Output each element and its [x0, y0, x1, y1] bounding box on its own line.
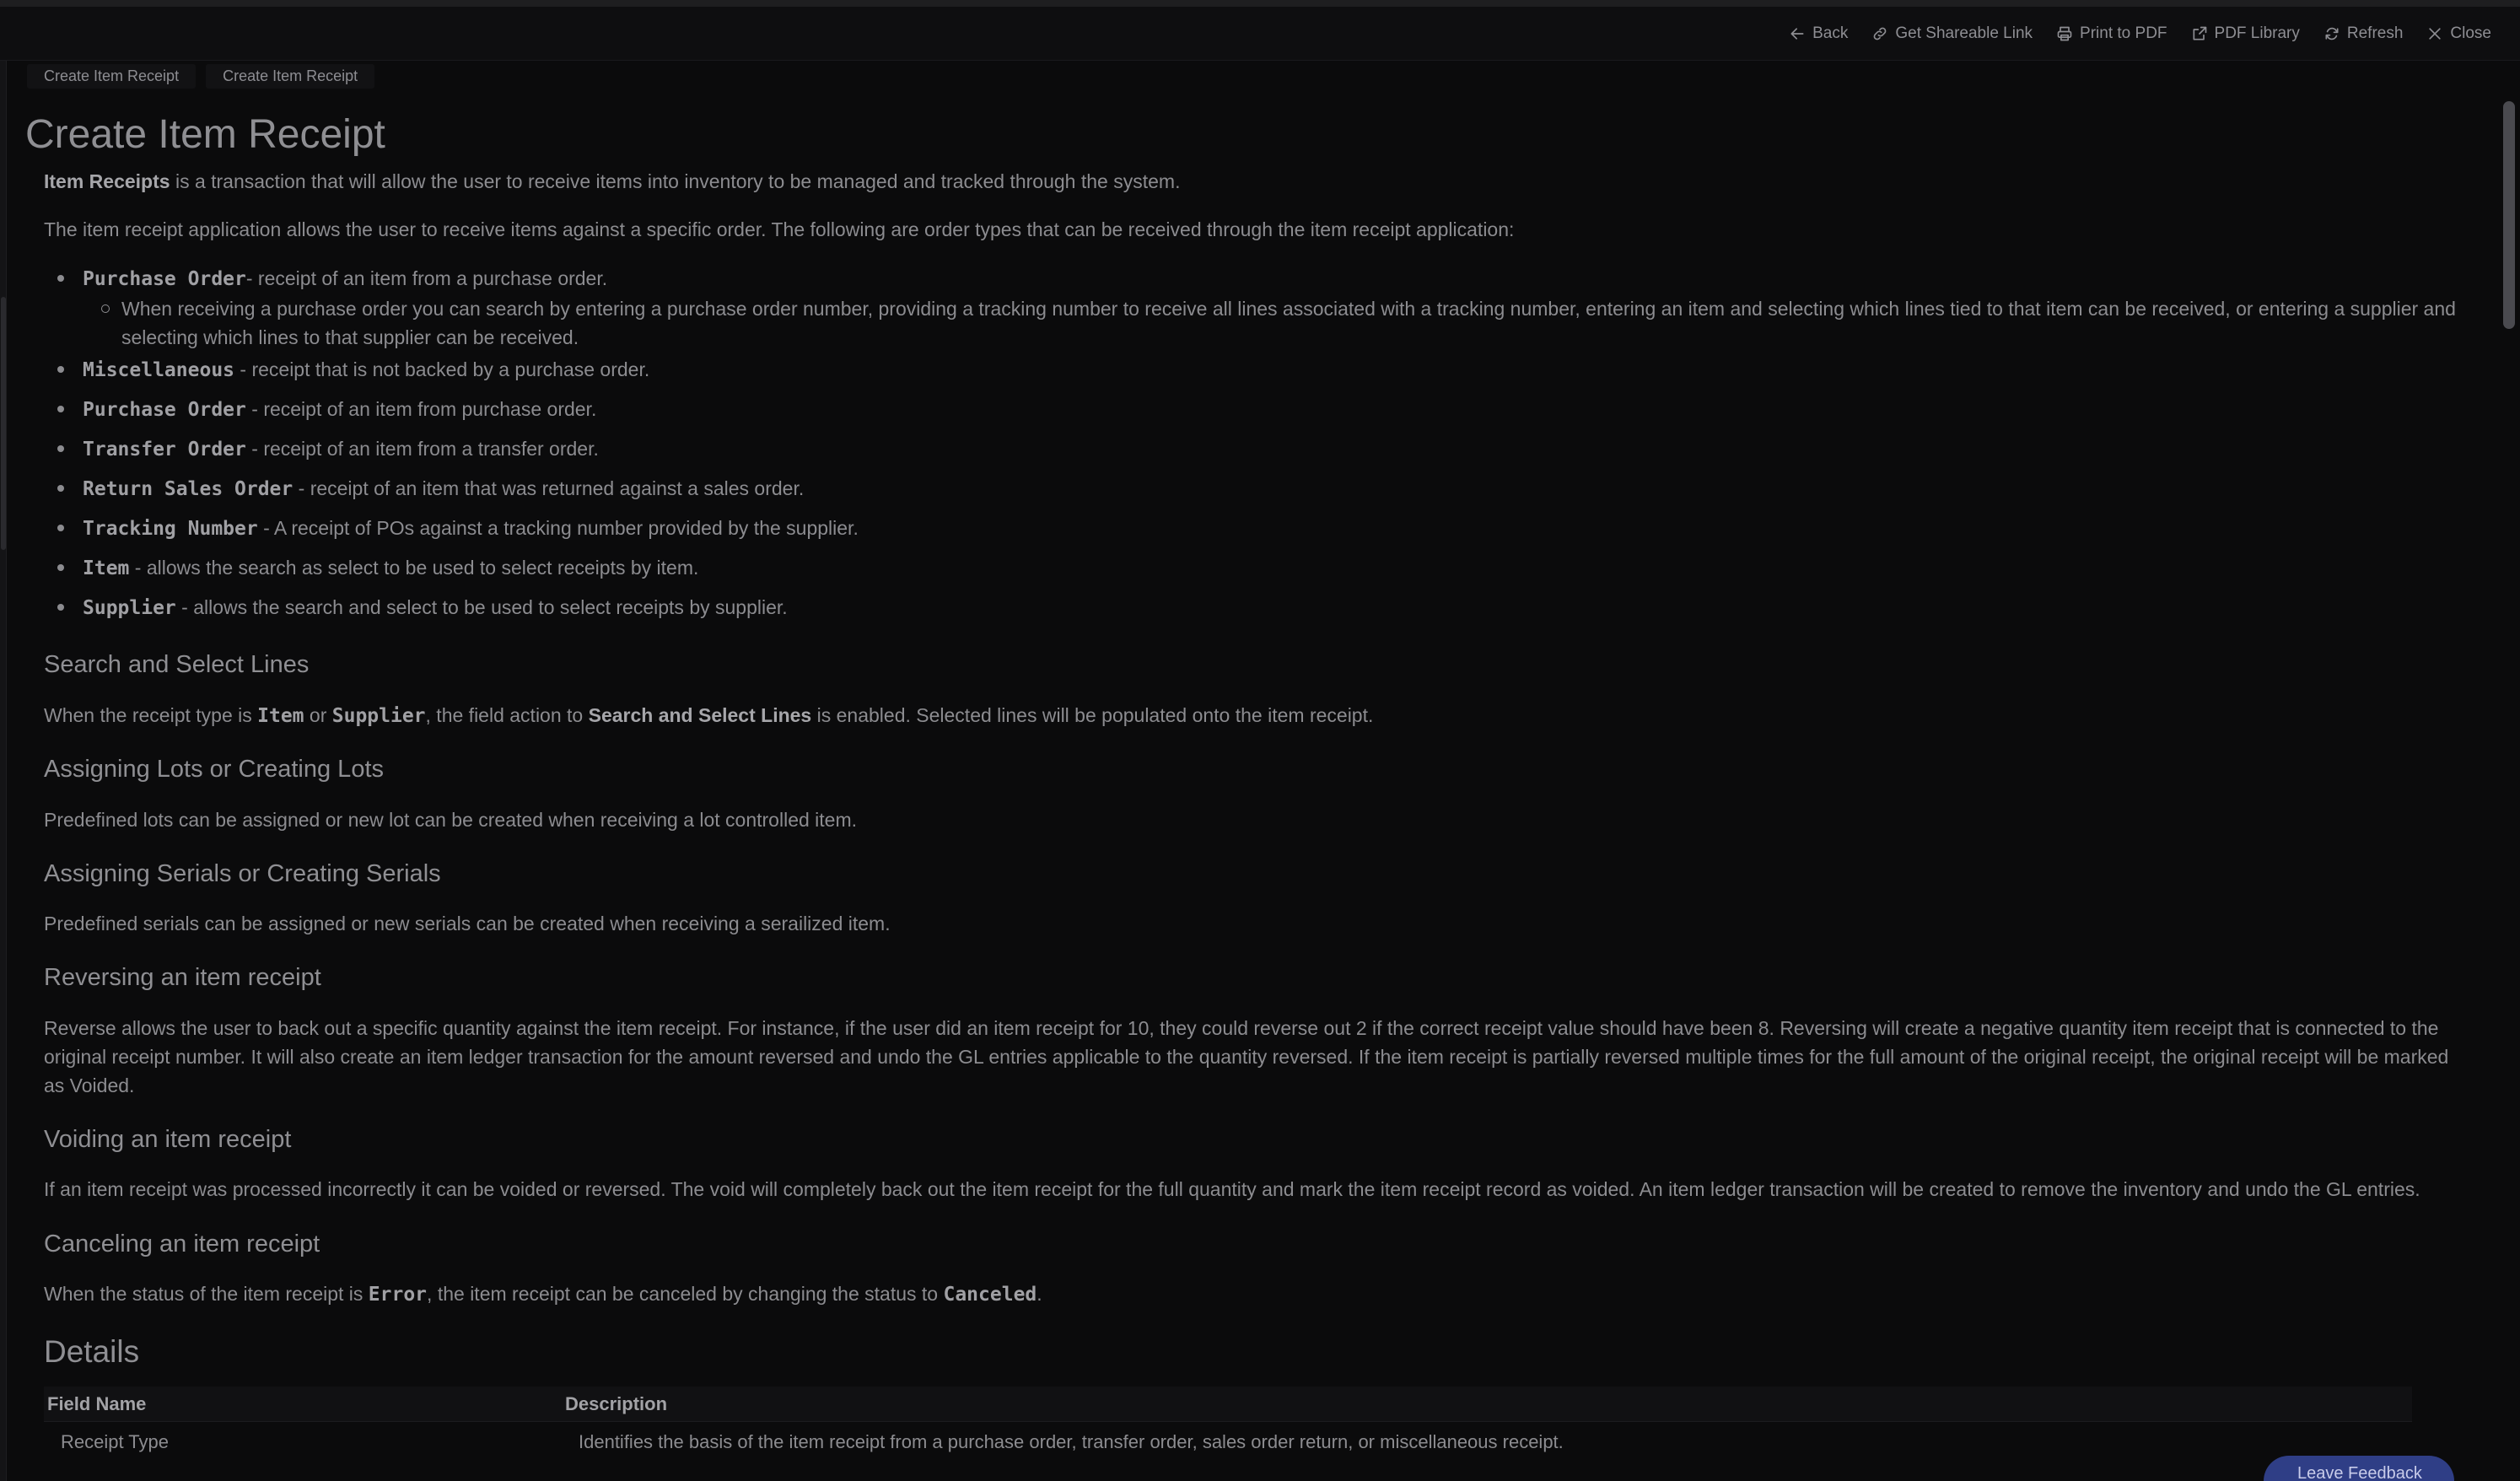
list-item	[83, 434, 599, 464]
list-item	[83, 355, 649, 385]
details-table	[44, 1387, 2412, 1462]
refresh-label: Refresh	[2346, 24, 2404, 42]
back-label: Back	[1812, 24, 1849, 42]
left-edge-panel	[0, 61, 7, 1481]
breadcrumb-item[interactable]: Create Item Receipt	[206, 64, 374, 89]
print-label: Print to PDF	[2080, 24, 2167, 42]
pdf-library-button[interactable]	[2191, 24, 2300, 43]
order-type-desc: - receipt that is not backed by a purchase order.	[234, 358, 650, 380]
column-header-description: Description	[565, 1392, 668, 1414]
feedback-label: Leave Feedback	[2297, 1464, 2422, 1481]
close-icon	[2426, 25, 2443, 42]
share-label: Get Shareable Link	[1895, 24, 2033, 42]
arrow-left-icon	[1789, 25, 1806, 42]
cancel-text-2: , the item receipt can be canceled by changing the status to	[427, 1283, 944, 1305]
get-shareable-link-button[interactable]	[1871, 24, 2033, 43]
search-text-2: or	[304, 704, 332, 726]
order-type-code: Purchase Order	[83, 268, 246, 290]
field-name-cell: Receipt Type	[61, 1431, 170, 1452]
order-type-desc: - allows the search and select to be used to select receipts by supplier.	[175, 596, 788, 618]
list-item	[83, 514, 859, 543]
list-item	[83, 264, 607, 294]
search-text-4: is enabled. Selected lines will be populated onto the item receipt.	[811, 704, 1374, 726]
page-title: Create Item Receipt	[25, 112, 385, 157]
print-to-pdf-button[interactable]	[2056, 24, 2167, 43]
list-item	[83, 553, 698, 583]
intro-text: is a transaction that will allow the user to receive items into inventory to be managed and tracked through the system.	[170, 170, 1181, 192]
order-type-code: Miscellaneous	[83, 359, 235, 381]
scrollbar-thumb[interactable]	[2503, 101, 2515, 329]
external-link-icon	[2191, 25, 2208, 42]
refresh-icon	[2323, 25, 2340, 42]
search-select-action: Search and Select Lines	[588, 704, 812, 726]
order-types-intro: The item receipt application allows the user to receive items against a specific order. The following are order types that can be received through the item receipt application:	[44, 218, 1515, 240]
toolbar	[0, 7, 2520, 61]
close-label: Close	[2450, 24, 2491, 42]
list-item	[83, 395, 596, 424]
order-type-desc: - receipt of an item from a purchase order.	[245, 267, 608, 289]
section-heading-details: Details	[44, 1334, 140, 1369]
status-error-code: Error	[368, 1284, 428, 1306]
cancel-text-1: When the status of the item receipt is	[44, 1283, 369, 1305]
order-type-code: Return Sales Order	[83, 478, 293, 500]
sub-list-item: When receiving a purchase order you can search by entering a purchase order number, providing a tracking number to receive all lines associated with a tracking number, entering an item and selecting which lines tied to that item can be received, or entering a supplier and selecting which lines to that supplier can be received.	[121, 294, 2483, 352]
scrollbar[interactable]	[2500, 93, 2520, 1481]
section-heading-lots: Assigning Lots or Creating Lots	[44, 756, 384, 783]
search-text-3: , the field action to	[425, 704, 589, 726]
order-type-code: Supplier	[83, 597, 176, 619]
list-item	[83, 593, 788, 622]
reversing-paragraph: Reverse allows the user to back out a specific quantity against the item receipt. For instance, if the user did an item receipt for 10, they could reverse out 2 if the correct receipt value should have been 8. Reversing will create a negative quantity item receipt that is connected to the original receipt number. It will also create an item ledger transaction for the amount reversed and undo the GL entries applicable to the quantity reversed. If the item receipt is partially reversed multiple times for the full amount of the original receipt, the original receipt will be marked as Voided.	[44, 1017, 2449, 1096]
toolbar-actions	[1789, 7, 2491, 61]
order-type-code: Transfer Order	[83, 439, 246, 460]
refresh-button[interactable]	[2323, 24, 2404, 43]
receipt-type-item-code: Item	[257, 705, 304, 727]
back-button[interactable]	[1789, 24, 1848, 43]
leave-feedback-button[interactable]	[2264, 1456, 2454, 1481]
order-type-code: Item	[83, 557, 130, 579]
voiding-paragraph: If an item receipt was processed incorrectly it can be voided or reversed. The void will completely back out the item receipt for the full quantity and mark the item receipt record as voided. An item ledger transaction will be created to remove the inventory and undo the GL entries.	[44, 1178, 2420, 1200]
order-type-desc: - A receipt of POs against a tracking number provided by the supplier.	[257, 517, 859, 539]
close-button[interactable]	[2426, 24, 2491, 43]
lots-paragraph: Predefined lots can be assigned or new lot can be created when receiving a lot controlled item.	[44, 809, 858, 831]
intro-bold-term: Item Receipts	[44, 170, 170, 192]
description-cell: Identifies the basis of the item receipt from a purchase order, transfer order, sales order return, or miscellaneous receipt.	[579, 1431, 1564, 1452]
search-text-1: When the receipt type is	[44, 704, 258, 726]
section-heading-voiding: Voiding an item receipt	[44, 1126, 292, 1153]
breadcrumb	[27, 64, 374, 89]
intro-paragraph	[44, 167, 2473, 196]
table-row	[44, 1422, 2412, 1462]
receipt-type-supplier-code: Supplier	[331, 705, 426, 727]
breadcrumb-item[interactable]: Create Item Receipt	[27, 64, 196, 89]
canceling-paragraph	[44, 1279, 2473, 1309]
order-type-code: Purchase Order	[83, 399, 246, 421]
serials-paragraph: Predefined serials can be assigned or new serials can be created when receiving a serailized item.	[44, 913, 891, 934]
order-type-code: Tracking Number	[83, 518, 258, 540]
list-item	[83, 474, 804, 504]
printer-icon	[2056, 25, 2073, 42]
order-type-desc: - receipt of an item that was returned against a sales order.	[293, 477, 805, 499]
section-heading-canceling: Canceling an item receipt	[44, 1231, 320, 1258]
search-paragraph	[44, 701, 2473, 730]
link-icon	[1871, 25, 1888, 42]
section-heading-reversing: Reversing an item receipt	[44, 964, 321, 991]
cancel-text-3: .	[1037, 1283, 1042, 1305]
library-label: PDF Library	[2214, 24, 2300, 42]
column-header-field-name: Field Name	[47, 1392, 147, 1414]
section-heading-serials: Assigning Serials or Creating Serials	[44, 860, 441, 887]
order-type-desc: - receipt of an item from a transfer order.	[245, 438, 599, 460]
section-heading-search: Search and Select Lines	[44, 651, 310, 678]
table-header	[44, 1387, 2412, 1422]
order-type-desc: - allows the search as select to be used to select receipts by item.	[129, 557, 699, 579]
window-top-strip	[0, 0, 2520, 7]
status-canceled-code: Canceled	[943, 1284, 1037, 1306]
order-type-desc: - receipt of an item from purchase order.	[245, 398, 597, 420]
left-panel-handle[interactable]	[1, 297, 6, 550]
